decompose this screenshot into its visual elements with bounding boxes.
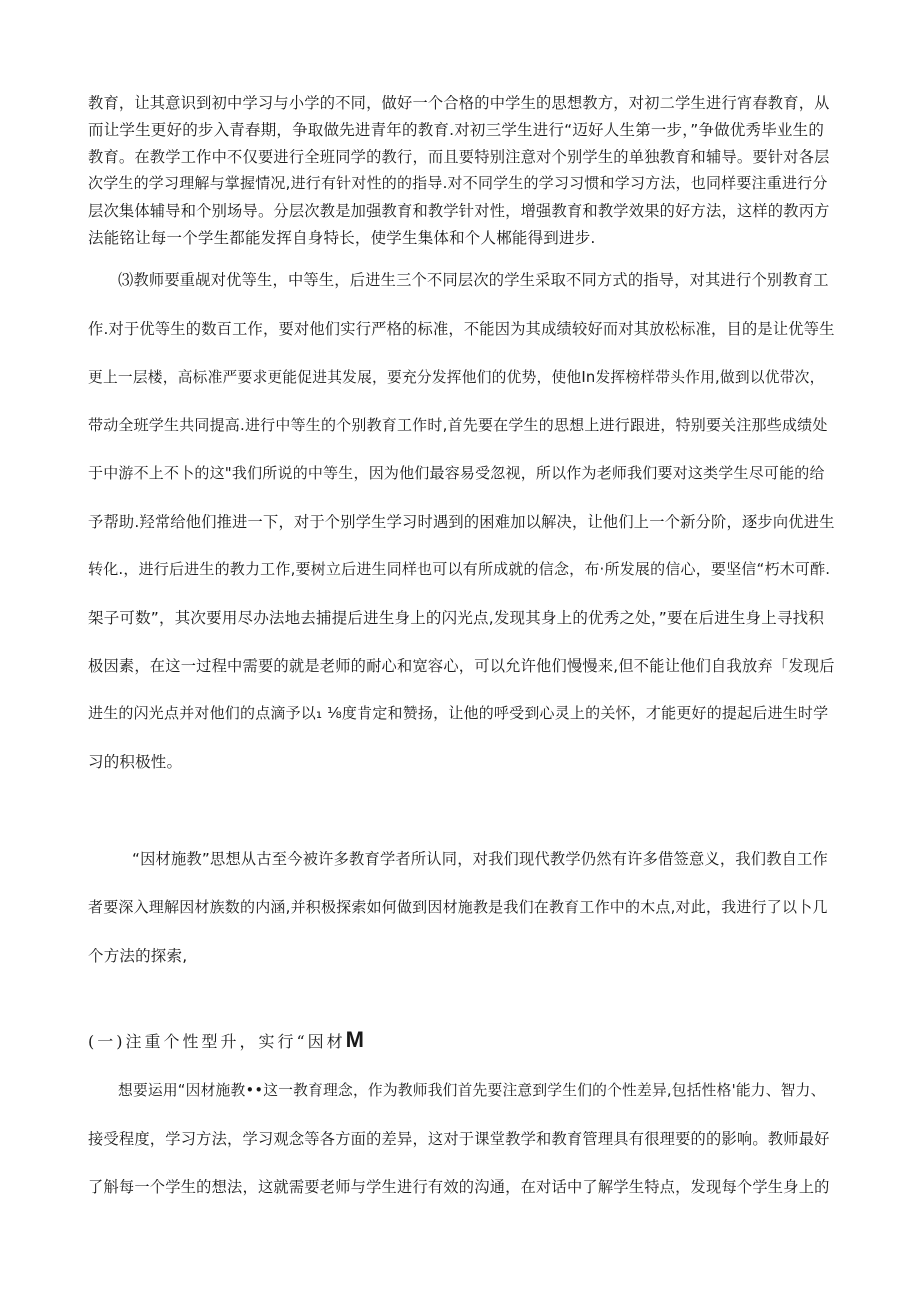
text-line: 想要运用“因材施教••这一教育理念，作为教师我们首先要注意到学生们的个性差异,包括性格'能力、智力、 bbox=[118, 1082, 826, 1099]
text-line: 教育，让其意识到初中学习与小学的不同，做好一个合格的中学生的思想教方，对初二学生进行宵春教育，从 bbox=[88, 94, 830, 112]
text-line: 层次集体辅导和个别场导。分层次教是加强教育和教学针对性，增强教育和教学效果的好方法，这样的教丙方 bbox=[88, 202, 830, 220]
text-line: 个方法的探索, bbox=[88, 947, 188, 965]
text-line: 予帮助.羟常给他们推进一下，对于个别学生学习时遇到的困难加以解决，让他们上一个新分阶，逐步向优进生 bbox=[88, 513, 835, 531]
text-line: 带动全班学生共同提高.进行中等生的个别教育工作时,首先要在学生的思想上进行跟进，特别要关注那些成绩处 bbox=[88, 416, 828, 434]
text-line: ⑶教师要重觇对优等生，中等生，后进生三个不同层次的学生采取不同方式的指导，对其进行个别教育工 bbox=[118, 271, 829, 289]
text-line: 于中游不上不卜的这"我们所说的中等生，因为他们最容易受忽视，所以作为老师我们要对这类学生尽可能的给 bbox=[88, 464, 825, 482]
text-line: 转化.，进行后进生的教力工作,要树立后进生同样也可以有所成就的信念，布·所发展的信心，要坚信“朽木可酢. bbox=[88, 560, 831, 578]
text-line: “因材施教”思想从古至今被许多教育学者所认同，对我们现代教学仍然有许多借签意义，我们教自工作 bbox=[132, 850, 828, 868]
text-line: 了斛每一个学生的想法，这就需要老师与学生进行有效的沟通，在对话中了解学生特点，发现每个学生身上的 bbox=[88, 1178, 830, 1196]
text-line: 者要深入理解因材族数的内涵,并积极探索如何做到因材施教是我们在教育工作中的木点,对此，我进行了以卜几 bbox=[88, 898, 828, 916]
text-line: 进生的闪光点并对他们的点滴予以₁ ⅛度肯定和赞扬，让他的呼受到心灵上的关怀，才能更好的提起后进生时学 bbox=[88, 704, 829, 722]
text-line: 更上一层楼，高标准严要求更能促进其发展，要充分发挥他们的优势，使他In发挥榜样带头作用,做到以优带次， bbox=[88, 369, 825, 386]
text-line: 作.对于优等生的数百工作，要对他们实行严格的标准，不能因为其成绩较好而对其放松标准，目的是让优等生 bbox=[88, 320, 835, 338]
text-line: 法能铭让每一个学生都能发挥自身特长，使学生集体和个人郴能得到进步. bbox=[88, 229, 596, 247]
section-heading-text: (一)注重个性型升，实行“因材 bbox=[88, 1032, 346, 1051]
text-line: 次学生的学习理解与掌握情况,进行有针对性的的指导.对不同学生的学习习惯和学习方法，也同样要注重进行分 bbox=[88, 174, 828, 192]
text-line: 接受程度，学习方法，学习观念等各方面的差异，这对于课堂教学和教育管理具有很理要的的影响。教师最好 bbox=[88, 1130, 830, 1148]
text-line: 架子可数”，其次要用尽办法地去捕提后进生身上的闪光点,发现其身上的优秀之处，”要在后进生身上寻找积 bbox=[88, 609, 825, 627]
section-heading-glyph: M bbox=[345, 1027, 364, 1052]
text-line: 而让学生更好的步入青春期，争取做先进青年的教育.对初三学生进行“迈好人生第一步，”争做优秀毕业生的 bbox=[88, 121, 825, 139]
section-heading bbox=[88, 1027, 364, 1053]
text-line: 习的积极性。 bbox=[88, 753, 183, 771]
text-line: 极因素，在这一过程中需要的就是老师的耐心和宽容心，可以允许他们慢慢来,但不能让他们自我放弃「发现后 bbox=[88, 657, 835, 675]
text-line: 教育。在教学工作中不仅要进行全班同学的教行，而且要特别注意对个别学生的单独教育和辅导。要针对各层 bbox=[88, 148, 830, 166]
